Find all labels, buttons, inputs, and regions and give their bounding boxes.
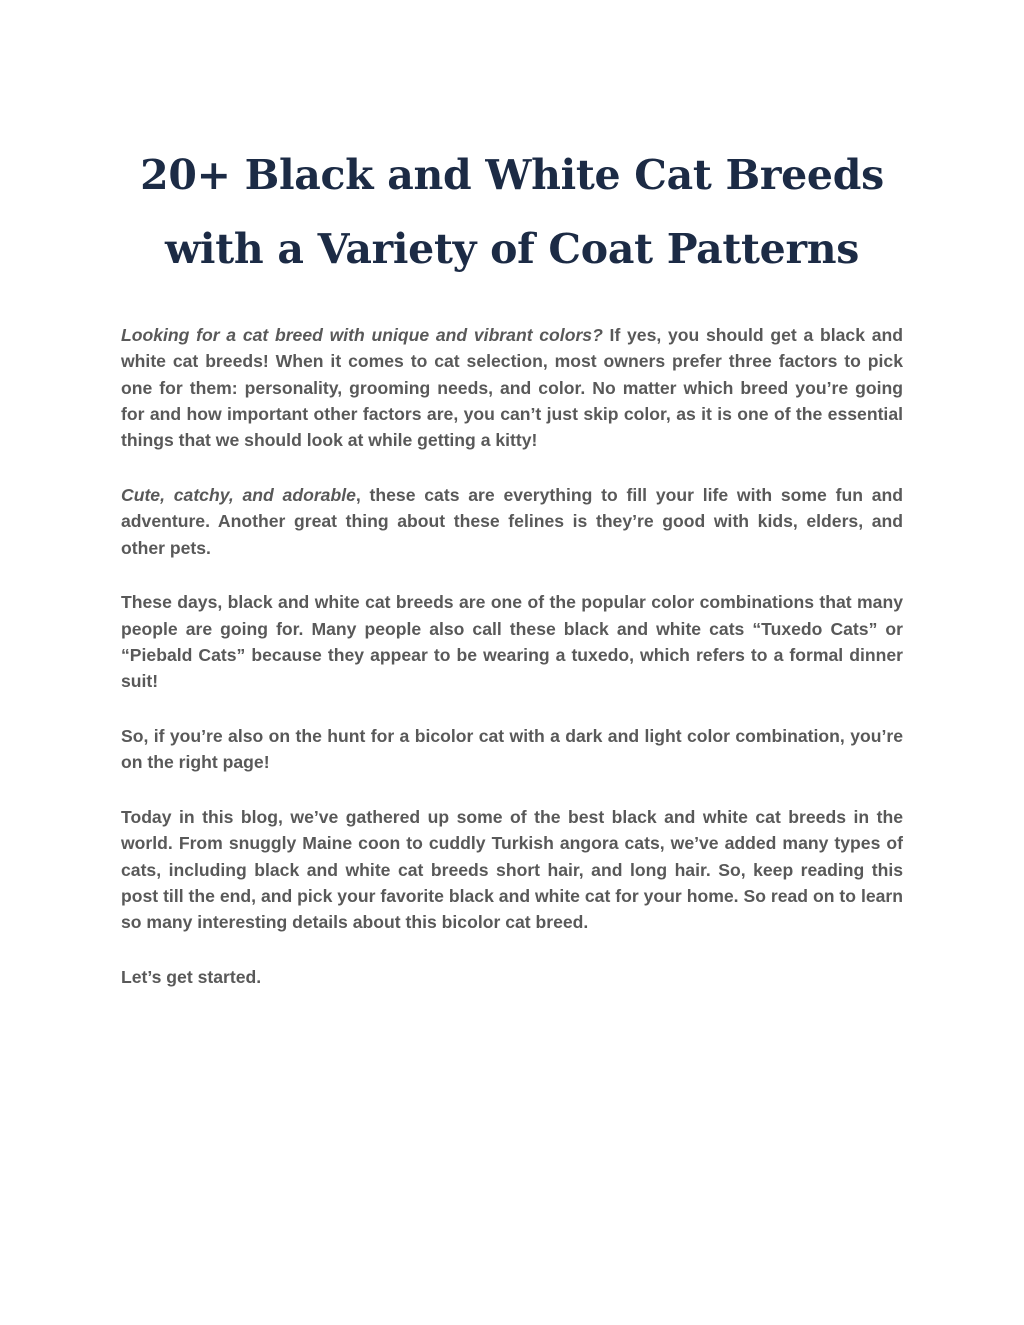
- paragraph-tuxedo: These days, black and white cat breeds are one of the popular color combinations that many people are going for. Many people also call these black and white cats “Tuxedo Cats” or “Piebald Cats” because they appear to be wearing a tuxedo, which refers to a formal dinner suit!: [121, 592, 903, 692]
- article-body: [121, 322, 903, 1019]
- paragraph-bicolor: So, if you’re also on the hunt for a bicolor cat with a dark and light color combination, you’re on the right page!: [121, 726, 903, 773]
- title-line-1: 20+ Black and White Cat Breeds: [140, 151, 884, 199]
- intro-question: Looking for a cat breed with unique and vibrant colors?: [121, 325, 603, 345]
- paragraph-cute: [121, 482, 903, 561]
- cute-text: , these cats are everything to fill your life with some fun and adventure. Another great thing about these felines is they’re good with kids, elders, and other pets.: [121, 484, 903, 558]
- intro-text: If yes, you should get a black and white cat breeds! When it comes to cat selection, most owners prefer three factors to pick one for them: personality, grooming needs, and color. No matter which breed you’re going for and how important other factors are, you can’t just skip color, as it is one of the essential things that we should look at while getting a kitty!: [121, 325, 903, 451]
- paragraph-intro: [121, 322, 903, 453]
- title-line-2: with a Variety of Coat Patterns: [164, 225, 860, 273]
- page-title: [100, 138, 924, 286]
- cute-phrase: Cute, catchy, and adorable: [121, 484, 356, 505]
- paragraph-start: Let’s get started.: [121, 967, 262, 988]
- paragraph-blog: Today in this blog, we’ve gathered up some of the best black and white cat breeds in the world. From snuggly Maine coon to cuddly Turkish angora cats, we’ve added many types of cats, including black and white cat breeds short hair, and long hair. So, keep reading this post till the end, and pick your favorite black and white cat for your home. So read on to learn so many interesting details about this bicolor cat breed.: [121, 807, 903, 933]
